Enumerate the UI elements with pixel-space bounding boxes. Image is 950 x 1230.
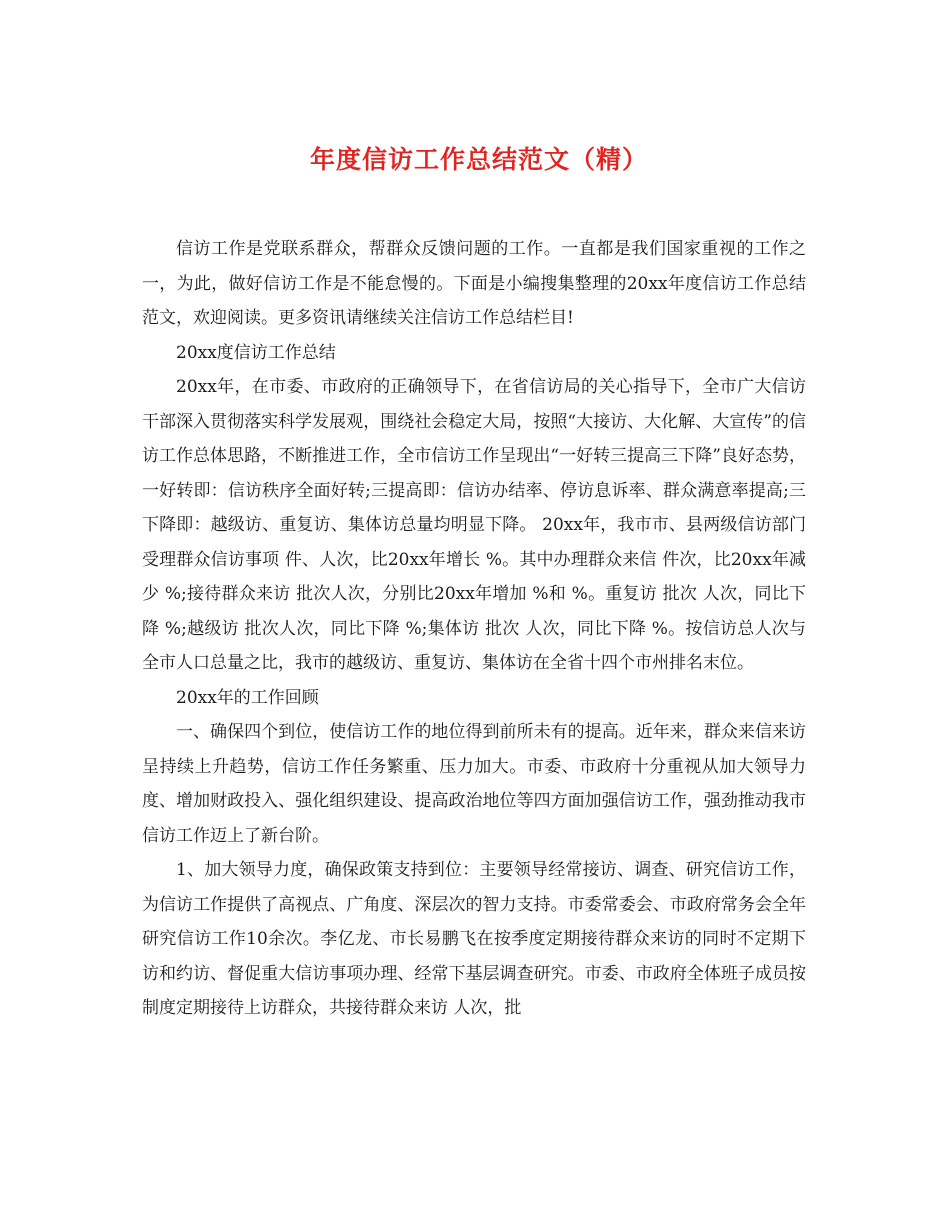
section-heading-review: 20xx年的工作回顾 <box>176 687 319 708</box>
review-paragraph-2: 1、加大领导力度，确保政策支持到位：主要领导经常接访、调查、研究信访工作，为信访工作提供了高视点、广角度、深层次的智力支持。市委常委会、市政府常务会全年研究信访工作10余次。李亿龙、市长易鹏飞在按季度定期接待群众来访的同时不定期下访和约访、督促重大信访事项办理、经常下基层调查研究。市委、市政府全体班子成员按制度定期接待上访群众，共接待群众来访 人次，批 <box>142 860 806 1018</box>
intro-paragraph: 信访工作是党联系群众，帮群众反馈问题的工作。一直都是我们国家重视的工作之一，为此，做好信访工作是不能怠慢的。下面是小编搜集整理的20xx年度信访工作总结范文，欢迎阅读。更多资讯请继续关注信访工作总结栏目! <box>142 239 806 328</box>
section-heading-summary: 20xx度信访工作总结 <box>176 342 336 363</box>
document-page <box>142 140 806 1026</box>
document-title: 年度信访工作总结范文（精） <box>309 145 648 174</box>
overview-paragraph: 20xx年，在市委、市政府的正确领导下，在省信访局的关心指导下，全市广大信访干部深入贯彻落实科学发展观，围绕社会稳定大局，按照“大接访、大化解、大宣传”的信访工作总体思路，不断推进工作，全市信访工作呈现出“一好转三提高三下降”良好态势，一好转即：信访秩序全面好转;三提高即：信访办结率、停访息诉率、群众满意率提高;三下降即：越级访、重复访、集体访总量均明显下降。 20xx年，我市市、县两级信访部门受理群众信访事项 件、人次，比20xx年增长 %。其中办理群众来信 件次，比20xx年减少 %;接待群众来访 批次人次，分别比20xx年增加 %和 %。重复访 批次 人次，同比下降 %;越级访 批次人次，同比下降 %;集体访 批次 人次，同比下降 %。按信访总人次与全市人口总量之比，我市的越级访、重复访、集体访在全省十四个市州排名末位。 <box>142 377 806 673</box>
review-paragraph-1: 一、确保四个到位，使信访工作的地位得到前所未有的提高。近年来，群众来信来访呈持续上升趋势，信访工作任务繁重、压力加大。市委、市政府十分重视从加大领导力度、增加财政投入、强化组织建设、提高政治地位等四方面加强信访工作，强劲推动我市信访工作迈上了新台阶。 <box>142 722 806 846</box>
